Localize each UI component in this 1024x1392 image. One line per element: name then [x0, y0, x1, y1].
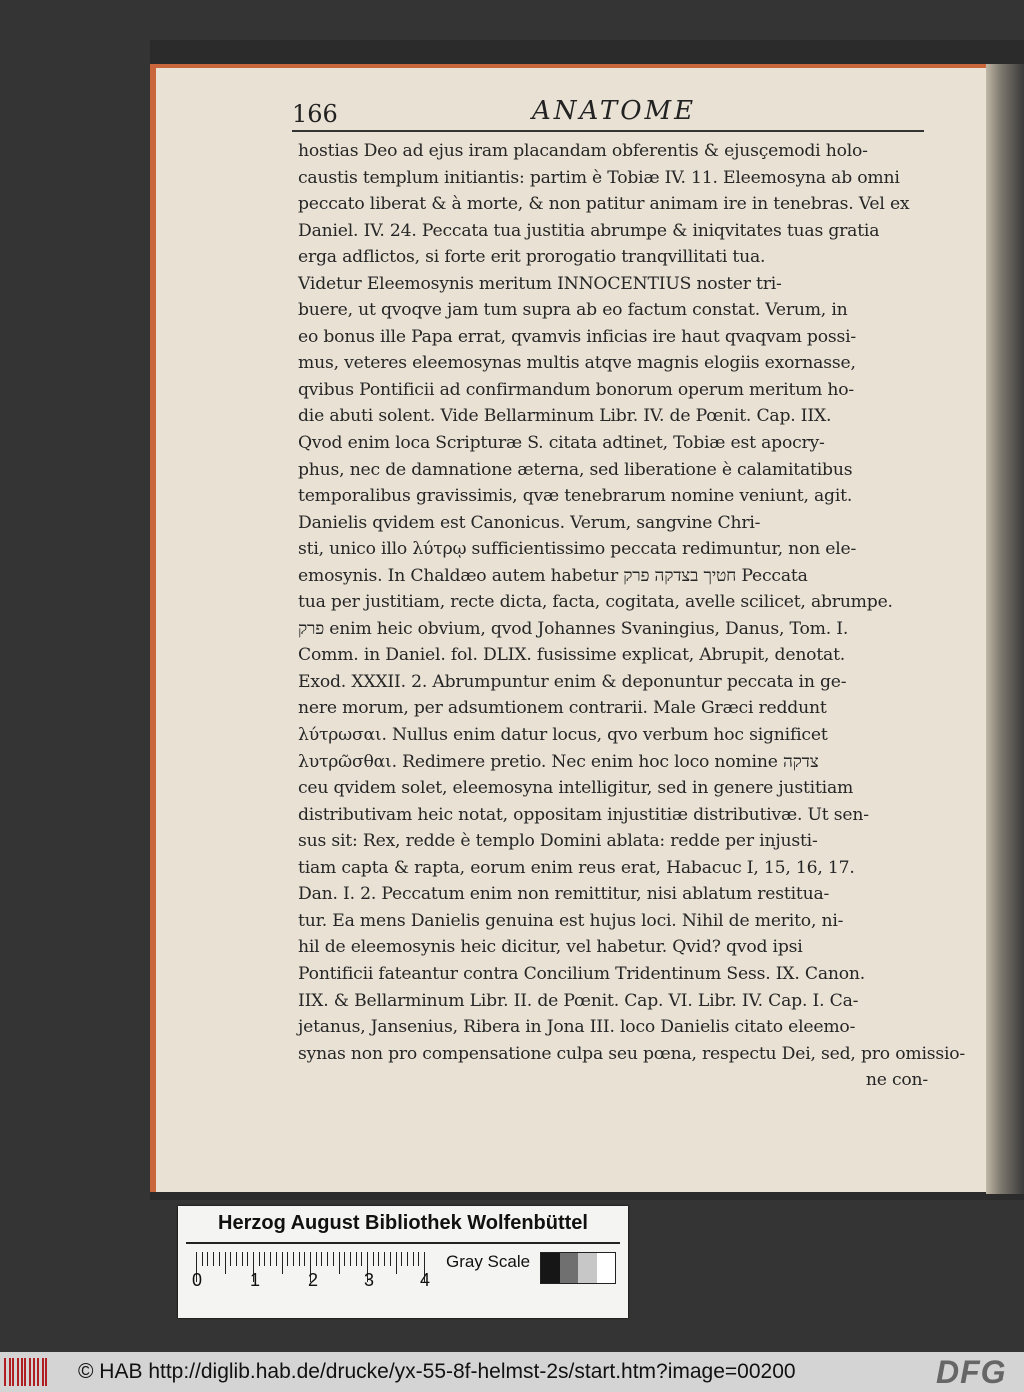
ruler-tick: [327, 1252, 328, 1266]
catchword: ne con-: [865, 1070, 928, 1091]
ruler-tick: [287, 1252, 288, 1266]
ruler-tick: [361, 1252, 362, 1266]
ruler-tick: [219, 1252, 220, 1266]
color-target-card: [178, 1206, 628, 1318]
text-line: erga adflictos, si forte erit prorogatio tranqvillitati tua.: [298, 247, 766, 268]
hab-logo-icon: [4, 1358, 48, 1386]
page-gutter: [986, 64, 1024, 1194]
gray-swatch: [578, 1253, 597, 1283]
text-line: caustis templum initiantis: partim è Tobiæ IV. 11. Eleemosyna ab omni: [298, 167, 900, 188]
running-head: [292, 96, 924, 134]
text-line: emosynis. In Chaldæo autem habetur חטיך בצדקה פרק Peccata: [298, 565, 808, 586]
logo-stripe: [33, 1358, 35, 1386]
ruler-tick: [276, 1252, 277, 1266]
ruler-tick: [373, 1252, 374, 1266]
text-line: Dan. I. 2. Peccatum enim non remittitur, nisi ablatum restitua-: [298, 884, 830, 905]
ruler-tick: [407, 1252, 408, 1266]
ruler-number: 0: [192, 1270, 203, 1290]
ruler-tick: [202, 1252, 203, 1266]
ruler-tick: [321, 1252, 322, 1266]
ruler-tick: [418, 1252, 419, 1266]
logo-stripe: [17, 1358, 19, 1386]
text-line: Videtur Eleemosynis meritum INNOCENTIUS noster tri-: [298, 273, 782, 294]
text-line: ceu qvidem solet, eleemosyna intelligitur, sed in genere justitiam: [298, 778, 854, 799]
ruler-number: 1: [250, 1270, 261, 1290]
logo-stripe: [4, 1358, 6, 1386]
ruler-tick: [213, 1252, 214, 1266]
ruler-number: 4: [420, 1270, 431, 1290]
ruler-number: 2: [308, 1270, 319, 1290]
logo-stripe: [24, 1358, 26, 1386]
gray-swatch: [560, 1253, 579, 1283]
dfg-logo: DFG: [936, 1354, 1007, 1390]
ruler-tick: [247, 1252, 248, 1266]
text-line: Pontificii fateantur contra Concilium Tridentinum Sess. IX. Canon.: [298, 963, 866, 984]
logo-stripe: [9, 1358, 11, 1386]
ruler-tick: [304, 1252, 305, 1266]
ruler-tick: [264, 1252, 265, 1266]
text-line: Daniel. IV. 24. Peccata tua justitia abrumpe & iniqvitates tuas gratia: [298, 220, 880, 241]
text-line: sti, unico illo λύτρῳ sufficientissimo peccata redimuntur, non ele-: [298, 539, 857, 560]
text-line: Exod. XXXII. 2. Abrumpuntur enim & deponuntur peccata in ge-: [298, 671, 847, 692]
text-line: buere, ut qvoqve jam tum supra ab eo factum constat. Verum, in: [298, 300, 848, 321]
text-line: qvibus Pontificii ad confirmandum bonorum operum meritum ho-: [298, 379, 855, 400]
ruler-tick: [350, 1252, 351, 1266]
ruler-tick: [378, 1252, 379, 1266]
ruler-tick: [384, 1252, 385, 1266]
ruler-number: 3: [364, 1270, 375, 1290]
text-line: hil de eleemosynis heic dicitur, vel habetur. Qvid? qvod ipsi: [298, 937, 803, 958]
text-line: פרק enim heic obvium, qvod Johannes Svaningius, Danus, Tom. I.: [298, 618, 849, 639]
ruler-tick: [413, 1252, 414, 1266]
text-line: λύτρωσαι. Nullus enim datur locus, qvo verbum hoc significet: [298, 725, 828, 746]
ruler-tick: [230, 1252, 231, 1266]
text-line: peccato liberat & à morte, & non patitur animam ire in tenebras. Vel ex: [298, 194, 910, 215]
ruler-tick: [356, 1252, 357, 1266]
ruler-tick: [225, 1252, 226, 1274]
gray-swatch: [597, 1253, 616, 1283]
ruler-tick: [299, 1252, 300, 1266]
text-line: sus sit: Rex, redde è templo Domini ablata: redde per injusti-: [298, 831, 818, 852]
text-line: Comm. in Daniel. fol. DLIX. fusissime explicat, Abrupit, denotat.: [298, 645, 846, 666]
target-rule: [186, 1242, 620, 1244]
ruler-tick: [236, 1252, 237, 1266]
ruler-tick: [390, 1252, 391, 1266]
text-line: λυτρῶσθαι. Redimere pretio. Nec enim hoc loco nomine צדקה: [298, 751, 819, 772]
logo-stripe: [29, 1358, 31, 1386]
ruler-tick: [333, 1252, 334, 1266]
text-line: tiam capta & rapta, eorum enim reus erat, Habacuc I, 15, 16, 17.: [298, 857, 855, 878]
footer-bar: [0, 1352, 1024, 1392]
logo-stripe: [21, 1358, 23, 1386]
text-line: IIX. & Bellarminum Libr. II. de Pœnit. Cap. VI. Libr. IV. Cap. I. Ca-: [298, 990, 859, 1011]
text-line: tua per justitiam, recte dicta, facta, cogitata, avelle scilicet, abrumpe.: [298, 592, 893, 613]
text-line: temporalibus gravissimis, qvæ tenebrarum nomine veniunt, agit.: [298, 486, 853, 507]
copyright-link[interactable]: © HAB http://diglib.hab.de/drucke/yx-55-8f-helmst-2s/start.htm?image=00200: [78, 1360, 796, 1383]
logo-stripe: [37, 1358, 39, 1386]
ruler-tick: [344, 1252, 345, 1266]
ruler-tick: [396, 1252, 397, 1274]
text-line: jetanus, Jansenius, Ribera in Jona III. loco Danielis citato eleemo-: [298, 1017, 856, 1038]
ruler-tick: [316, 1252, 317, 1266]
text-line: tur. Ea mens Danielis genuina est hujus loci. Nihil de merito, ni-: [298, 910, 844, 931]
library-name: Herzog August Bibliothek Wolfenbüttel: [218, 1212, 588, 1234]
text-line: Danielis qvidem est Canonicus. Verum, sangvine Chri-: [298, 512, 761, 533]
ruler-tick: [242, 1252, 243, 1266]
gray-scale-swatches: [540, 1252, 616, 1284]
ruler-tick: [282, 1252, 283, 1274]
text-line: die abuti solent. Vide Bellarminum Libr. IV. de Pœnit. Cap. IIX.: [298, 406, 832, 427]
text-line: hostias Deo ad ejus iram placandam obferentis & ejusçemodi holo-: [298, 141, 868, 161]
body-text: [298, 138, 966, 1094]
logo-stripe: [45, 1358, 47, 1386]
ruler-tick: [401, 1252, 402, 1266]
ruler-tick: [259, 1252, 260, 1266]
text-line: mus, veteres eleemosynas multis atqve magnis elogiis exornasse,: [298, 353, 856, 374]
text-line: eo bonus ille Papa errat, qvamvis inficias ire haut qvaqvam possi-: [298, 326, 857, 347]
page-number: 166: [292, 100, 338, 128]
text-line: phus, nec de damnatione æterna, sed liberatione è calamitatibus: [298, 459, 853, 480]
ruler-tick: [207, 1252, 208, 1266]
ruler-tick: [293, 1252, 294, 1266]
gray-scale-label: Gray Scale: [446, 1252, 531, 1271]
logo-stripe: [12, 1358, 14, 1386]
text-line: nere morum, per adsumtionem contrarii. Male Græci reddunt: [298, 698, 827, 719]
text-line: Qvod enim loca Scripturæ S. citata adtinet, Tobiæ est apocry-: [298, 433, 825, 454]
logo-stripe: [42, 1358, 44, 1386]
text-line: distributivam heic notat, oppositam injustitiæ distributivæ. Ut sen-: [298, 804, 869, 825]
text-line: synas non pro compensatione culpa seu pœna, respectu Dei, sed, pro omissio-: [298, 1043, 966, 1064]
ruler-tick: [339, 1252, 340, 1274]
head-rule: [292, 130, 924, 132]
gray-swatch: [541, 1253, 560, 1283]
ruler-tick: [270, 1252, 271, 1266]
running-title: ANATOME: [532, 96, 697, 126]
